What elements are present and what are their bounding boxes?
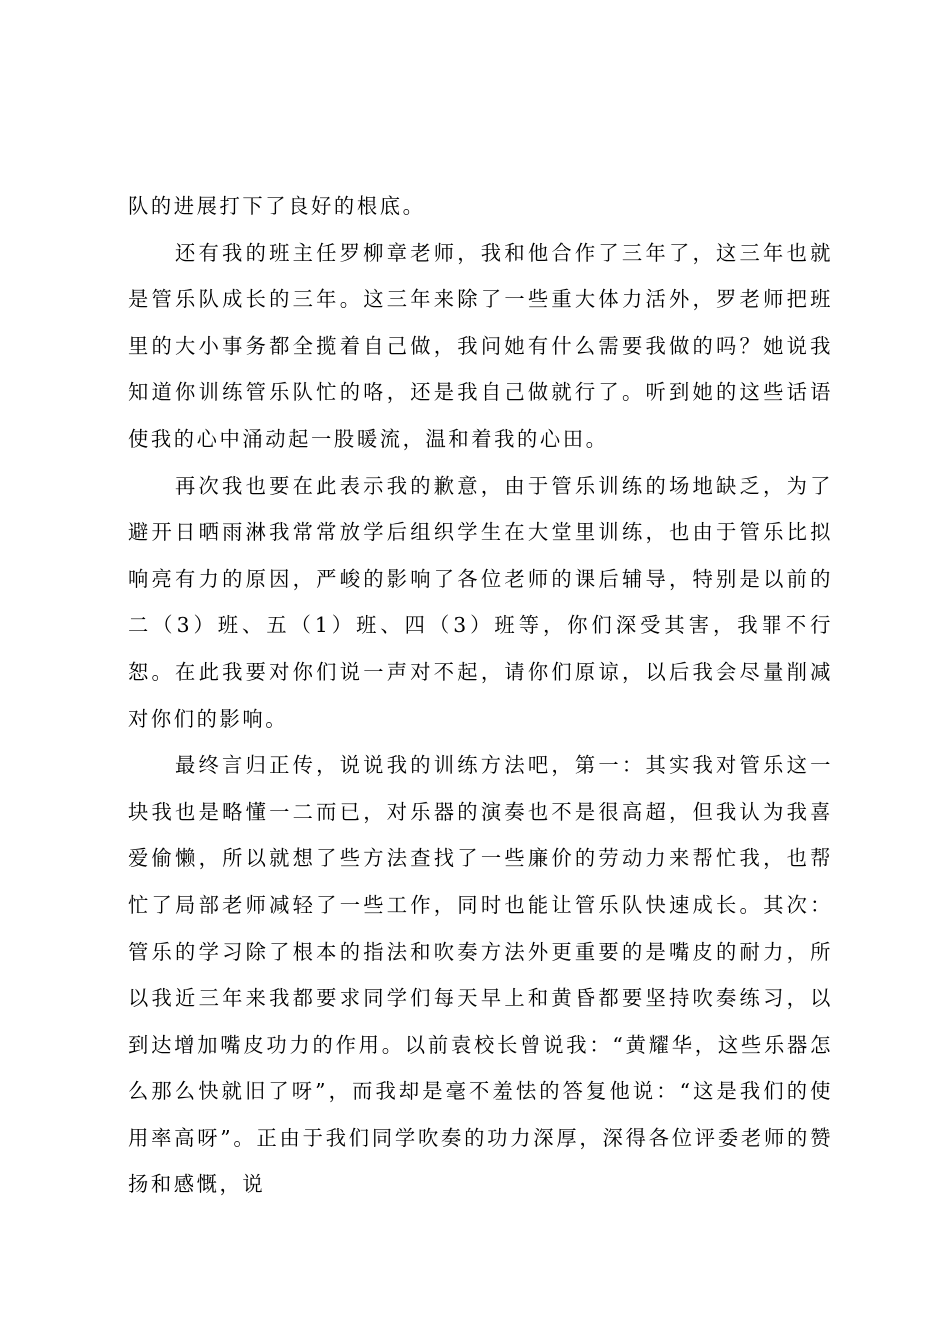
document-body (128, 183, 833, 1208)
paragraph-continuation: 队的进展打下了良好的根底。 (128, 194, 426, 218)
paragraph-head-teacher: 还有我的班主任罗柳章老师，我和他合作了三年了，这三年也就是管乐队成长的三年。这三年来除了一些重大体力活外，罗老师把班里的大小事务都全揽着自己做，我问她有什么需要我做的吗？她说我知道你训练管乐队忙的咯，还是我自己做就行了。听到她的这些话语使我的心中涌动起一股暖流，温和着我的心田。 (128, 240, 833, 451)
paragraph-apology: 再次我也要在此表示我的歉意，由于管乐训练的场地缺乏，为了避开日晒雨淋我常常放学后组织学生在大堂里训练，也由于管乐比拟响亮有力的原因，严峻的影响了各位老师的课后辅导，特别是以前的二（3）班、五（1）班、四（3）班等，你们深受其害，我罪不行恕。在此我要对你们说一声对不起，请你们原谅，以后我会尽量削减对你们的影响。 (128, 473, 833, 731)
paragraph-training-method: 最终言归正传，说说我的训练方法吧，第一：其实我对管乐这一块我也是略懂一二而已，对乐器的演奏也不是很高超，但我认为我喜爱偷懒，所以就想了些方法查找了一些廉价的劳动力来帮忙我，也帮忙了局部老师减轻了一些工作，同时也能让管乐队快速成长。其次：管乐的学习除了根本的指法和吹奏方法外更重要的是嘴皮的耐力，所以我近三年来我都要求同学们每天早上和黄昏都要坚持吹奏练习，以到达增加嘴皮功力的作用。以前袁校长曾说我：“黄耀华，这些乐器怎么那么快就旧了呀”，而我却是毫不羞怯的答复他说：“这是我们的使用率高呀”。正由于我们同学吹奏的功力深厚，深得各位评委老师的赞扬和感慨，说 (128, 753, 833, 1197)
